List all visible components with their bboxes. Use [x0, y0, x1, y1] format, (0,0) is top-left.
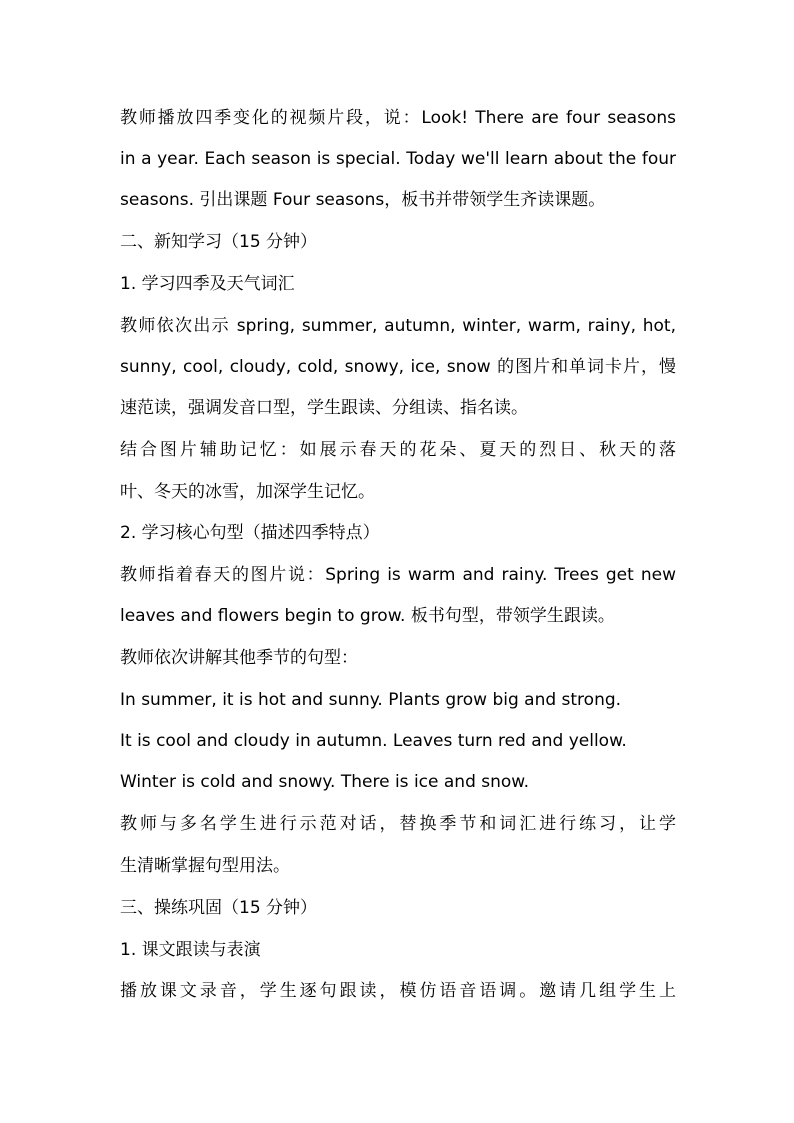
subsection-heading: 1. 学习四季及天气词汇 [120, 274, 295, 294]
paragraph-line: 速范读，强调发音口型，学生跟读、分组读、指名读。 [120, 398, 528, 418]
paragraph-line: sunny, cool, cloudy, cold, snowy, ice, snow 的图片和单词卡片，慢 [120, 357, 676, 377]
paragraph-line: 教师与多名学生进行示范对话，替换季节和词汇进行练习，让学 [120, 814, 676, 834]
paragraph-line: seasons. 引出课题 Four seasons，板书并带领学生齐读课题。 [120, 190, 606, 210]
section-heading: 二、新知学习（15 分钟） [120, 232, 318, 252]
paragraph-line: leaves and flowers begin to grow. 板书句型，带领学生跟读。 [120, 606, 615, 626]
sentence-pattern-line: Winter is cold and snowy. There is ice and snow. [120, 772, 530, 792]
paragraph-line: 教师依次讲解其他季节的句型： [120, 648, 358, 668]
subsection-heading: 1. 课文跟读与表演 [120, 940, 261, 960]
paragraph-line: 结合图片辅助记忆：如展示春天的花朵、夏天的烈日、秋天的落 [120, 440, 676, 460]
paragraph-line: in a year. Each season is special. Today we'll learn about the four [120, 149, 676, 169]
sentence-pattern-line: In summer, it is hot and sunny. Plants grow big and strong. [120, 690, 622, 710]
paragraph-line: 教师依次出示 spring, summer, autumn, winter, warm, rainy, hot, [120, 316, 676, 336]
subsection-heading: 2. 学习核心句型（描述四季特点） [120, 523, 380, 543]
sentence-pattern-line: It is cool and cloudy in autumn. Leaves turn red and yellow. [120, 731, 627, 751]
paragraph-line: 生清晰掌握句型用法。 [120, 856, 290, 876]
paragraph-line: 播放课文录音，学生逐句跟读，模仿语音语调。邀请几组学生上 [120, 981, 676, 1001]
paragraph-line: 教师指着春天的图片说：Spring is warm and rainy. Trees get new [120, 565, 676, 585]
section-heading: 三、操练巩固（15 分钟） [120, 898, 318, 918]
paragraph-line: 叶、冬天的冰雪，加深学生记忆。 [120, 482, 375, 502]
paragraph-line: 教师播放四季变化的视频片段，说：Look! There are four seasons [120, 108, 676, 128]
